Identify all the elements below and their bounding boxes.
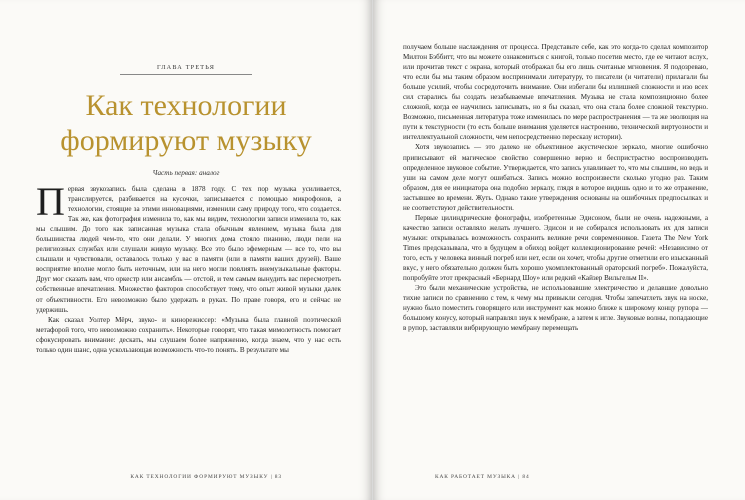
paragraph: Это были механические устройства, не использовавшие электричество и делавшие довольно тихие записи по сравнению с тем, к чему мы привыкли сегодня. Чтобы запечатлеть звук на носке, нужно было поместить говорящего или инструмент как можно ближе к широкому концу рупора — большому конусу, который направлял звук к мембране, а затем к игле. Звуковые волны, попадающие в рупор, заставляли вибрирующую мембрану перемещать [403, 284, 708, 333]
drop-cap: П [36, 179, 65, 224]
chapter-label: ГЛАВА ТРЕТЬЯ [156, 64, 216, 71]
right-page [373, 0, 745, 500]
page-footer: КАК ТЕХНОЛОГИИ ФОРМИРУЮТ МУЗЫКУ | 83 [130, 474, 282, 480]
paragraph: Хотя звукозапись — это далеко не объективное акустическое зеркало, многие ошибочно приписывают ей магическое свойство совершенно верно и беспристрастно воспроизводить определенное звуковое событие. Утверждается, что запись улавливает то, что мы слышим, но ведь и уши на самом деле могут ошибаться. Запись можно воспроизвести сколько угодно раз. Таким образом, для ее инициатора она подобно зеркалу, глядя в которое видишь одно и то же отражение, застывшее во времени. Жуть. Однако такие утверждения основаны на ошибочных предпосылках и не соответствуют действительности. [403, 143, 708, 212]
chapter-subtitle: Часть первая: аналог [152, 169, 220, 177]
right-body-text [403, 42, 708, 333]
paragraph: Первые цилиндрические фонографы, изобретенные Эдисоном, были не очень надежными, а качество записи оставляло желать лучшего. Эдисон и не собирался использовать их для записи музыки: открывалась возможность сохранить великие речи современников. Газета The New York Times предсказывала, что в будущем в обиход войдет коллекционирование речей: «Независимо от того, есть у человека винный погреб или нет, если он хочет, чтобы другие отметили его изысканный вкус, у него обязательно должен быть хорошо укомплектованный ораторский погреб». Пожалуйста, попробуйте этот прекрасный «Бернард Шоу» или редкий «Кайзер Вильгельм II». [403, 213, 708, 283]
left-page [0, 0, 372, 500]
paragraph: Первая звукозапись была сделана в 1878 году. С тех пор музыка усиливается, транслируется, разбивается на кусочки, записывается с помощью микрофонов, а технологии, стоящие за этими инновациями, изменили саму природу того, что создается. Так же, как фотография изменила то, как мы видим, технологии записи изменила то, как мы слышим. До того как записанная музыка стала обычным явлением, музыка была для большинства людей чем-то, что они делали. У многих дома стояло пианино, люди пели на религиозных службах или слушали живую музыку. Все это было эфемерным — все то, что вы слышали и чувствовали, оставалось только у вас в памяти (или в памяти ваших друзей). Ваше восприятие вполне могло быть неточным, или на него могли повлиять внемузыкальные факторы. Друг мог сказать вам, что оркестр или ансамбль — отстой, и тем самым вынудить вас пересмотреть собственные впечатления. Множество факторов способствует тому, что опыт живой музыки далек от объективности. Его невозможно было удержать в руках. По праве говоря, его и сейчас не удержишь. [36, 179, 341, 314]
page-footer: КАК РАБОТАЕТ МУЗЫКА | 84 [435, 474, 530, 480]
chapter-title: Как технологии формируют музыку [60, 89, 312, 157]
paragraph: получаем больше наслаждения от процесса. Представьте себе, как это когда-то сделал композитор Милтон Бэббитт, что вы можете ознакомиться с книгой, только посетив место, где ее читают вслух, или прочитав текст с экрана, который отображал бы его лишь считаные мгновения. Я подозреваю, что если бы мы таким образом воспринимали литературу, то писатели (и читатели) прилагали бы больше усилий, чтобы сосредоточить внимание. Они избегали бы излишней сложности и изо всех сил старались бы создать незабываемые впечатления. Музыка не стала композиционно более сложной, когда ее научились записывать, но я бы сказал, что она стала более сложной текстурно. Возможно, письменная литература тоже изменилась по мере распространения — та же эволюция на пути к текстурности (то есть больше внимания уделяется настроению, технической виртуозности и интеллектуальной сложности, чем непосредственно пересказу истории). [403, 43, 708, 142]
chapter-divider [120, 74, 252, 75]
left-body-text [36, 179, 341, 355]
paragraph: Как сказал Уолтер Мёрч, звуко- и кинорежиссер: «Музыка была главной поэтической метафорой того, что невозможно сохранить». Некоторые говорят, что такая мимолетность помогает сфокусировать внимание: дескать, мы слушаем более напряженно, когда знаем, что у нас есть только один шанс, одна ускользающая возможность что-то понять. В результате мы [36, 315, 341, 354]
